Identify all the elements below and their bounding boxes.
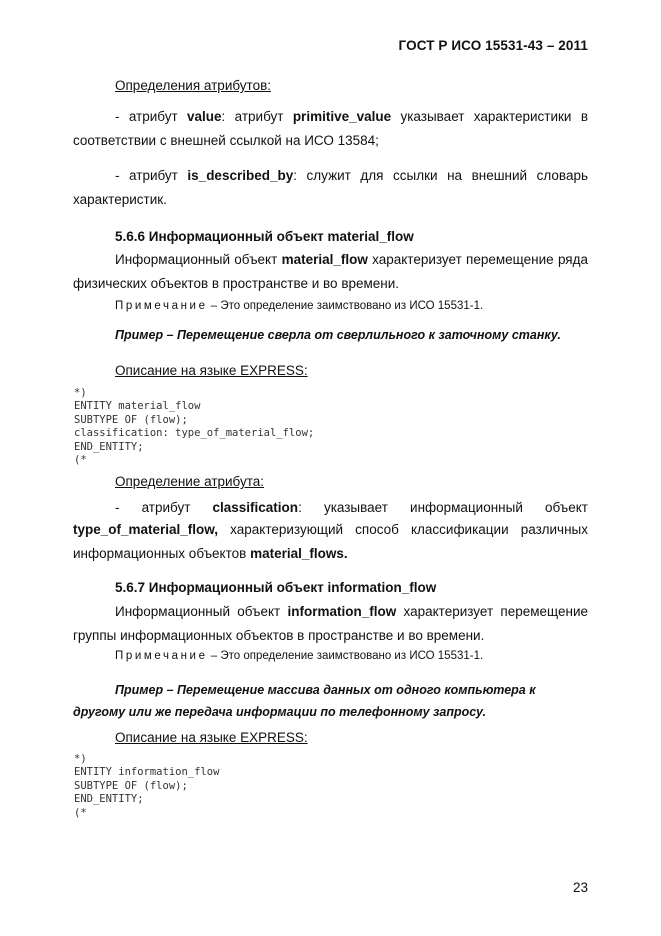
attr-value-definition: - атрибут value: атрибут primitive_value указывает характеристики в соответствии с внешней ссылкой на ИСО 13584; xyxy=(73,109,588,148)
section-566-attr-line3: информационных объектов material_flows. xyxy=(73,546,348,561)
section-566-attr-line1: - атрибут classification: указывает информационный объект xyxy=(115,500,588,515)
page-header-title: ГОСТ Р ИСО 15531-43 – 2011 xyxy=(398,38,588,53)
section-566-express-heading: Описание на языке EXPRESS: xyxy=(115,363,308,378)
attr-definitions-heading: Определения атрибутов: xyxy=(115,78,272,93)
section-567-express-heading: Описание на языке EXPRESS: xyxy=(115,730,308,745)
section-567-heading: 5.6.7 Информационный объект information_flow xyxy=(115,580,437,595)
section-567-express-code: *) ENTITY information_flow SUBTYPE OF (flow); END_ENTITY; (* xyxy=(74,753,220,819)
attr-is-described-by-definition: - атрибут is_described_by: служит для ссылки на внешний словарь характеристик. xyxy=(73,168,588,207)
section-567-example: Пример – Перемещение массива данных от одного компьютера к другому или же передача информации по телефонному запросу. xyxy=(73,683,536,719)
section-566-note: Примечание – Это определение заимствовано из ИСО 15531-1. xyxy=(115,300,484,312)
section-566-example: Пример – Перемещение сверла от сверлильного к заточному станку. xyxy=(115,328,561,342)
section-566-heading: 5.6.6 Информационный объект material_flow xyxy=(115,229,414,244)
section-566-paragraph: Информационный объект material_flow характеризует перемещение ряда физических объектов в пространстве и во времени. xyxy=(73,252,588,291)
section-566-attr-heading: Определение атрибута: xyxy=(115,474,265,489)
page-number: 23 xyxy=(572,880,588,895)
section-567-note: Примечание – Это определение заимствовано из ИСО 15531-1. xyxy=(115,650,484,662)
section-566-express-code: *) ENTITY material_flow SUBTYPE OF (flow); classification: type_of_material_flow; END_ENTITY; (* xyxy=(74,387,315,467)
section-566-attr-line2: type_of_material_flow, характеризующий способ классификации различных xyxy=(73,522,588,537)
section-567-paragraph: Информационный объект information_flow характеризует перемещение группы информационных объектов в пространстве и во времени. xyxy=(73,604,588,643)
